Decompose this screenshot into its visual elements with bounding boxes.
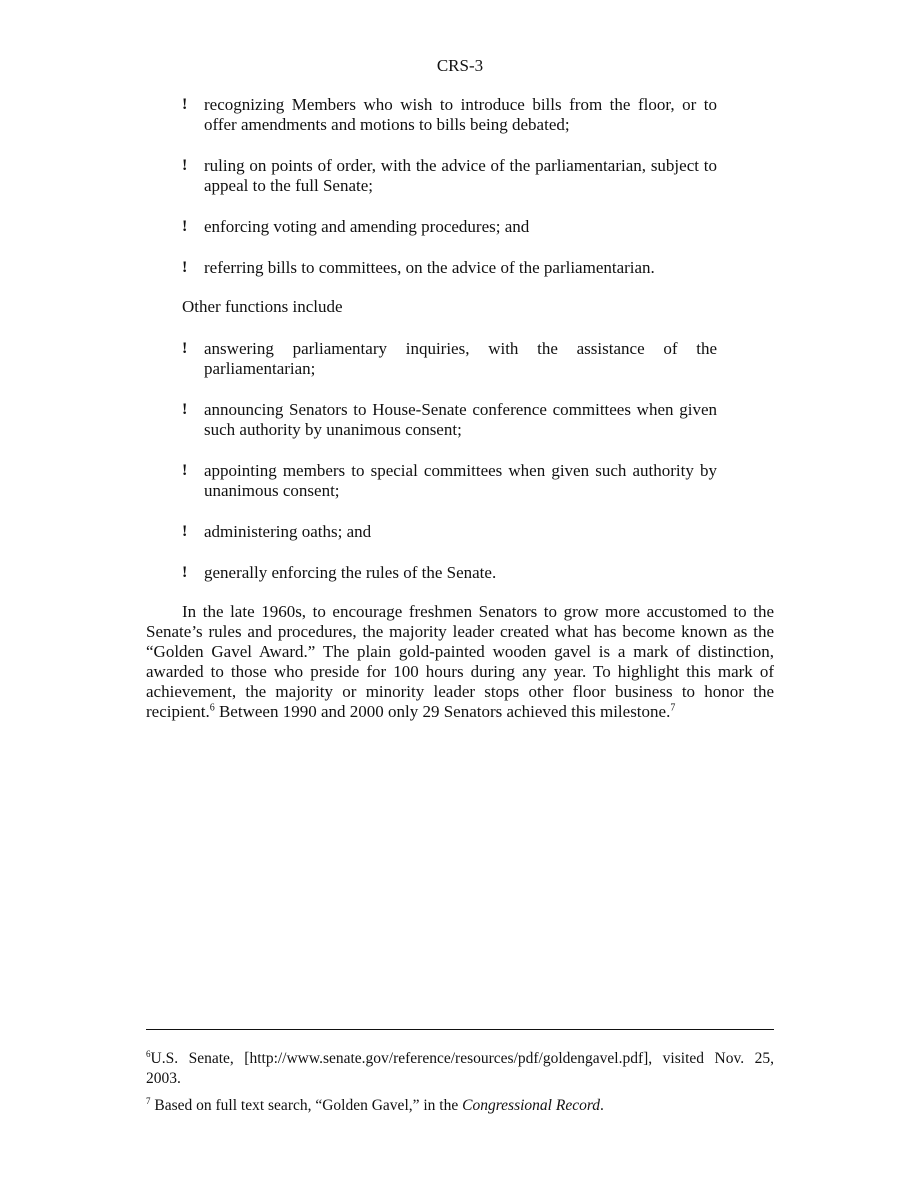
footnote-text: Based on full text search, “Golden Gavel,” in the: [154, 1097, 463, 1114]
paragraph-text: In the late 1960s, to encourage freshmen Senators to grow more accustomed to the Senate’s rules and procedures, the majority leader created what has become known as the “Golden Gavel Award.” The plain gold-painted wooden gavel is a mark of distinction, awarded to those who preside for 100 hours during any year. To highlight this mark of achievement, the majority or minority leader stops other floor business to honor the recipient.: [146, 602, 774, 721]
footnote-ref-6[interactable]: 6: [209, 702, 215, 714]
list-item: [182, 400, 717, 440]
bullet-icon: !: [182, 218, 188, 235]
list-item: [182, 563, 717, 583]
list-item-text: recognizing Members who wish to introduce bills from the floor, or to offer amendments and motions to bills being debated;: [204, 95, 717, 134]
list-item: [182, 258, 717, 278]
list-item-text: generally enforcing the rules of the Senate.: [204, 563, 497, 582]
footnote-number: 6: [146, 1048, 151, 1059]
list-item-text: answering parliamentary inquiries, with the assistance of the parliamentarian;: [204, 339, 717, 378]
other-functions-list: [182, 339, 717, 583]
golden-gavel-paragraph: [146, 602, 774, 722]
list-item: [182, 522, 717, 542]
duties-list: [182, 95, 717, 278]
page-header: CRS-3: [436, 56, 484, 75]
bullet-icon: !: [182, 157, 188, 174]
list-item: [182, 156, 717, 196]
paragraph-text: Between 1990 and 2000 only 29 Senators achieved this milestone.: [214, 702, 671, 721]
bullet-icon: !: [182, 259, 188, 276]
bullet-icon: !: [182, 96, 188, 113]
bullet-icon: !: [182, 401, 188, 418]
list-item: [182, 95, 717, 135]
footnote-publication-title: Congressional Record: [462, 1097, 601, 1114]
list-item: [182, 339, 717, 379]
footnote-7: [146, 1096, 774, 1116]
list-item: [182, 217, 717, 237]
list-item-text: referring bills to committees, on the advice of the parliamentarian.: [204, 258, 655, 277]
list-item-text: announcing Senators to House-Senate conference committees when given such authority by unanimous consent;: [204, 400, 717, 439]
bullet-icon: !: [182, 462, 188, 479]
list-item: [182, 461, 717, 501]
footnote-6: [146, 1049, 774, 1089]
list-item-text: administering oaths; and: [204, 522, 372, 541]
footnote-divider: [146, 1029, 774, 1030]
bullet-icon: !: [182, 340, 188, 357]
list-item-text: ruling on points of order, with the advice of the parliamentarian, subject to appeal to the full Senate;: [204, 156, 717, 195]
list-item-text: appointing members to special committees when given such authority by unanimous consent;: [204, 461, 717, 500]
other-functions-intro: Other functions include: [182, 297, 343, 316]
bullet-icon: !: [182, 564, 188, 581]
list-item-text: enforcing voting and amending procedures; and: [204, 217, 530, 236]
bullet-icon: !: [182, 523, 188, 540]
footnote-text-end: .: [600, 1097, 604, 1114]
footnote-text: U.S. Senate, [http://www.senate.gov/reference/resources/pdf/goldengavel.pdf], visited Nov. 25, 2003.: [146, 1050, 774, 1087]
footnote-number: 7: [146, 1095, 151, 1106]
footnote-ref-7[interactable]: 7: [670, 702, 676, 714]
